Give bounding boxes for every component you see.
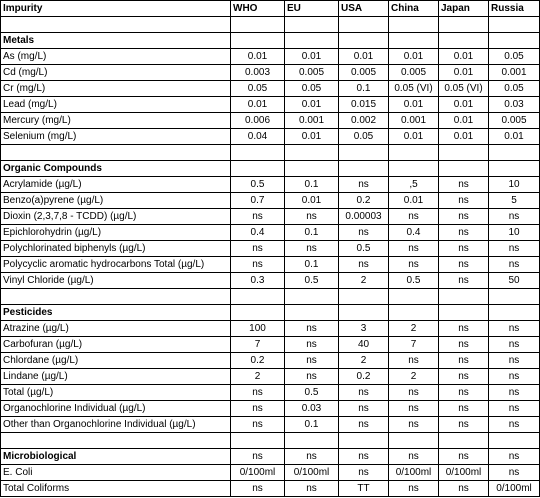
- value-cell-russia: ns: [489, 401, 540, 417]
- empty-cell: [439, 161, 489, 177]
- empty-cell: [285, 161, 339, 177]
- value-cell-usa: ns: [339, 257, 389, 273]
- empty-cell: [1, 433, 231, 449]
- value-cell-usa: 0.00003: [339, 209, 389, 225]
- table-row: [1, 113, 540, 129]
- value-cell-eu: ns: [285, 241, 339, 257]
- value-cell-who: ns: [231, 241, 285, 257]
- value-cell-who: ns: [231, 417, 285, 433]
- section-title: Pesticides: [1, 305, 231, 321]
- value-cell-usa: 0.015: [339, 97, 389, 113]
- value-cell-eu: ns: [285, 353, 339, 369]
- table-row: [1, 337, 540, 353]
- empty-cell: [339, 433, 389, 449]
- value-cell-china: 0.005: [389, 65, 439, 81]
- header-eu: EU: [285, 1, 339, 17]
- value-cell-eu: 0.01: [285, 97, 339, 113]
- value-cell-usa: ns: [339, 385, 389, 401]
- value-cell-usa: 0.05: [339, 129, 389, 145]
- value-cell-who: ns: [231, 481, 285, 497]
- value-cell-japan: ns: [439, 273, 489, 289]
- value-cell-japan: ns: [439, 193, 489, 209]
- value-cell-japan: ns: [439, 257, 489, 273]
- value-cell-usa: ns: [339, 225, 389, 241]
- value-cell-japan: 0.01: [439, 113, 489, 129]
- value-cell-japan: ns: [439, 225, 489, 241]
- value-cell-usa: 0.1: [339, 81, 389, 97]
- value-cell-japan: 0.01: [439, 129, 489, 145]
- value-cell-japan: ns: [439, 369, 489, 385]
- spacer-row: [1, 145, 540, 161]
- value-cell-russia: ns: [489, 369, 540, 385]
- value-cell-eu: ns: [285, 369, 339, 385]
- impurity-name: Epichlorohydrin (µg/L): [1, 225, 231, 241]
- value-cell-who: ns: [231, 209, 285, 225]
- value-cell-usa: ns: [339, 177, 389, 193]
- value-cell-who: 0.006: [231, 113, 285, 129]
- value-cell-russia: 0.01: [489, 129, 540, 145]
- empty-cell: [389, 145, 439, 161]
- value-cell-russia: 0.001: [489, 65, 540, 81]
- table-row: [1, 417, 540, 433]
- empty-cell: [439, 145, 489, 161]
- section-header-row: [1, 305, 540, 321]
- table-row: [1, 49, 540, 65]
- value-cell-japan: ns: [439, 337, 489, 353]
- value-cell-china: 0.01: [389, 49, 439, 65]
- value-cell-russia: 0.005: [489, 113, 540, 129]
- value-cell-who: 0.2: [231, 353, 285, 369]
- value-cell-who: ns: [231, 257, 285, 273]
- value-cell-china: 0.001: [389, 113, 439, 129]
- value-cell-japan: 0.01: [439, 97, 489, 113]
- empty-cell: [489, 161, 540, 177]
- header-who: WHO: [231, 1, 285, 17]
- value-cell-eu: 0.01: [285, 193, 339, 209]
- value-cell-russia: 0.03: [489, 97, 540, 113]
- table-row: [1, 321, 540, 337]
- value-cell-russia: ns: [489, 417, 540, 433]
- impurity-name: Total (µg/L): [1, 385, 231, 401]
- value-cell-china: 2: [389, 321, 439, 337]
- value-cell-usa: ns: [339, 465, 389, 481]
- value-cell-russia: 10: [489, 177, 540, 193]
- value-cell-eu: 0.5: [285, 385, 339, 401]
- value-cell-who: 0.01: [231, 97, 285, 113]
- value-cell-eu: ns: [285, 481, 339, 497]
- impurity-name: Cr (mg/L): [1, 81, 231, 97]
- value-cell-russia: ns: [489, 241, 540, 257]
- empty-cell: [489, 289, 540, 305]
- value-cell-japan: ns: [439, 401, 489, 417]
- value-cell-russia: ns: [489, 465, 540, 481]
- value-cell-japan: ns: [439, 321, 489, 337]
- table-body: [1, 1, 540, 497]
- impurity-name: Atrazine (µg/L): [1, 321, 231, 337]
- table-row: [1, 209, 540, 225]
- impurity-name: Dioxin (2,3,7,8 - TCDD) (µg/L): [1, 209, 231, 225]
- value-cell-usa: 0.5: [339, 241, 389, 257]
- empty-cell: [285, 305, 339, 321]
- value-cell-china: 0/100ml: [389, 465, 439, 481]
- value-cell-japan: ns: [439, 417, 489, 433]
- value-cell-japan: 0.05 (VI): [439, 81, 489, 97]
- value-cell-china: ns: [389, 353, 439, 369]
- value-cell-eu: 0/100ml: [285, 465, 339, 481]
- header-row: [1, 1, 540, 17]
- table-row: [1, 465, 540, 481]
- table-row: [1, 481, 540, 497]
- empty-cell: [489, 433, 540, 449]
- value-cell-who: 0.7: [231, 193, 285, 209]
- table-row: [1, 225, 540, 241]
- empty-cell: [339, 145, 389, 161]
- impurity-name: Acrylamide (µg/L): [1, 177, 231, 193]
- value-cell-who: 0.05: [231, 81, 285, 97]
- value-cell-china: 0.01: [389, 193, 439, 209]
- section-title: Organic Compounds: [1, 161, 231, 177]
- value-cell-who: 0.01: [231, 49, 285, 65]
- empty-cell: [489, 305, 540, 321]
- value-cell-usa: 2: [339, 353, 389, 369]
- value-cell-who: 100: [231, 321, 285, 337]
- impurity-name: Lindane (µg/L): [1, 369, 231, 385]
- value-cell-who: 0.5: [231, 177, 285, 193]
- value-cell-japan: ns: [439, 449, 489, 465]
- header-impurity: Impurity: [1, 1, 231, 17]
- header-japan: Japan: [439, 1, 489, 17]
- value-cell-japan: 0.01: [439, 49, 489, 65]
- table-row: [1, 129, 540, 145]
- impurity-name: Vinyl Chloride (µg/L): [1, 273, 231, 289]
- table-row: [1, 177, 540, 193]
- empty-cell: [439, 433, 489, 449]
- empty-cell: [389, 289, 439, 305]
- table-row: [1, 81, 540, 97]
- section-title: Metals: [1, 33, 231, 49]
- value-cell-usa: 0.2: [339, 369, 389, 385]
- table-row: [1, 401, 540, 417]
- table-row: [1, 257, 540, 273]
- value-cell-china: ns: [389, 417, 439, 433]
- empty-cell: [1, 17, 231, 33]
- spacer-row: [1, 289, 540, 305]
- empty-cell: [439, 289, 489, 305]
- value-cell-russia: 5: [489, 193, 540, 209]
- value-cell-usa: ns: [339, 417, 389, 433]
- empty-cell: [389, 305, 439, 321]
- value-cell-china: 0.05 (VI): [389, 81, 439, 97]
- value-cell-eu: ns: [285, 449, 339, 465]
- value-cell-eu: 0.1: [285, 257, 339, 273]
- value-cell-russia: 10: [489, 225, 540, 241]
- value-cell-russia: ns: [489, 209, 540, 225]
- value-cell-who: 0/100ml: [231, 465, 285, 481]
- value-cell-who: 0.3: [231, 273, 285, 289]
- impurity-name: As (mg/L): [1, 49, 231, 65]
- value-cell-eu: 0.001: [285, 113, 339, 129]
- impurity-name: Polychlorinated biphenyls (µg/L): [1, 241, 231, 257]
- value-cell-usa: 3: [339, 321, 389, 337]
- section-header-row: [1, 449, 540, 465]
- value-cell-china: ns: [389, 257, 439, 273]
- value-cell-china: ,5: [389, 177, 439, 193]
- empty-cell: [339, 17, 389, 33]
- value-cell-china: 0.4: [389, 225, 439, 241]
- value-cell-eu: 0.1: [285, 225, 339, 241]
- empty-cell: [389, 161, 439, 177]
- value-cell-eu: 0.01: [285, 49, 339, 65]
- value-cell-who: 7: [231, 337, 285, 353]
- value-cell-japan: ns: [439, 481, 489, 497]
- value-cell-china: 2: [389, 369, 439, 385]
- value-cell-russia: ns: [489, 449, 540, 465]
- empty-cell: [285, 33, 339, 49]
- empty-cell: [285, 289, 339, 305]
- header-russia: Russia: [489, 1, 540, 17]
- empty-cell: [489, 145, 540, 161]
- empty-cell: [339, 161, 389, 177]
- empty-cell: [285, 433, 339, 449]
- value-cell-who: 0.4: [231, 225, 285, 241]
- value-cell-russia: 50: [489, 273, 540, 289]
- section-header-row: [1, 33, 540, 49]
- value-cell-japan: 0/100ml: [439, 465, 489, 481]
- impurity-name: Polycyclic aromatic hydrocarbons Total (µg/L): [1, 257, 231, 273]
- table-row: [1, 273, 540, 289]
- value-cell-russia: 0.05: [489, 49, 540, 65]
- value-cell-china: ns: [389, 209, 439, 225]
- empty-cell: [1, 145, 231, 161]
- impurity-name: Mercury (mg/L): [1, 113, 231, 129]
- impurity-name: Other than Organochlorine Individual (µg/L): [1, 417, 231, 433]
- value-cell-eu: ns: [285, 337, 339, 353]
- table-row: [1, 97, 540, 113]
- empty-cell: [439, 33, 489, 49]
- header-china: China: [389, 1, 439, 17]
- spacer-row: [1, 17, 540, 33]
- impurity-name: Cd (mg/L): [1, 65, 231, 81]
- value-cell-usa: 40: [339, 337, 389, 353]
- value-cell-who: 2: [231, 369, 285, 385]
- value-cell-russia: ns: [489, 353, 540, 369]
- table-row: [1, 385, 540, 401]
- value-cell-china: ns: [389, 401, 439, 417]
- section-header-row: [1, 161, 540, 177]
- empty-cell: [389, 433, 439, 449]
- value-cell-china: 0.01: [389, 129, 439, 145]
- value-cell-japan: ns: [439, 353, 489, 369]
- value-cell-usa: 0.01: [339, 49, 389, 65]
- value-cell-usa: 2: [339, 273, 389, 289]
- value-cell-china: 0.01: [389, 97, 439, 113]
- value-cell-eu: ns: [285, 209, 339, 225]
- value-cell-eu: 0.5: [285, 273, 339, 289]
- impurity-name: Chlordane (µg/L): [1, 353, 231, 369]
- empty-cell: [439, 17, 489, 33]
- value-cell-china: 0.5: [389, 273, 439, 289]
- value-cell-usa: 0.005: [339, 65, 389, 81]
- value-cell-eu: 0.1: [285, 417, 339, 433]
- value-cell-who: ns: [231, 401, 285, 417]
- empty-cell: [389, 17, 439, 33]
- table-row: [1, 65, 540, 81]
- value-cell-eu: 0.005: [285, 65, 339, 81]
- impurity-name: E. Coli: [1, 465, 231, 481]
- value-cell-china: 7: [389, 337, 439, 353]
- table-row: [1, 193, 540, 209]
- value-cell-usa: 0.002: [339, 113, 389, 129]
- value-cell-usa: ns: [339, 449, 389, 465]
- value-cell-usa: 0.2: [339, 193, 389, 209]
- value-cell-japan: 0.01: [439, 65, 489, 81]
- section-title: Microbiological: [1, 449, 231, 465]
- value-cell-who: ns: [231, 449, 285, 465]
- value-cell-china: ns: [389, 449, 439, 465]
- empty-cell: [231, 33, 285, 49]
- impurity-name: Selenium (mg/L): [1, 129, 231, 145]
- impurity-name: Carbofuran (µg/L): [1, 337, 231, 353]
- table-row: [1, 353, 540, 369]
- value-cell-who: 0.003: [231, 65, 285, 81]
- value-cell-china: ns: [389, 241, 439, 257]
- value-cell-russia: ns: [489, 337, 540, 353]
- value-cell-china: ns: [389, 481, 439, 497]
- impurity-name: Benzo(a)pyrene (µg/L): [1, 193, 231, 209]
- header-usa: USA: [339, 1, 389, 17]
- value-cell-russia: ns: [489, 385, 540, 401]
- value-cell-eu: ns: [285, 321, 339, 337]
- impurity-name: Organochlorine Individual (µg/L): [1, 401, 231, 417]
- value-cell-eu: 0.03: [285, 401, 339, 417]
- value-cell-japan: ns: [439, 177, 489, 193]
- empty-cell: [231, 433, 285, 449]
- empty-cell: [285, 17, 339, 33]
- value-cell-usa: ns: [339, 401, 389, 417]
- empty-cell: [339, 305, 389, 321]
- table-row: [1, 369, 540, 385]
- value-cell-eu: 0.05: [285, 81, 339, 97]
- empty-cell: [231, 305, 285, 321]
- empty-cell: [489, 17, 540, 33]
- empty-cell: [285, 145, 339, 161]
- impurity-name: Lead (mg/L): [1, 97, 231, 113]
- empty-cell: [339, 33, 389, 49]
- value-cell-eu: 0.01: [285, 129, 339, 145]
- value-cell-russia: 0.05: [489, 81, 540, 97]
- value-cell-japan: ns: [439, 209, 489, 225]
- empty-cell: [1, 289, 231, 305]
- value-cell-japan: ns: [439, 241, 489, 257]
- impurity-name: Total Coliforms: [1, 481, 231, 497]
- empty-cell: [231, 161, 285, 177]
- empty-cell: [439, 305, 489, 321]
- empty-cell: [231, 289, 285, 305]
- value-cell-russia: ns: [489, 257, 540, 273]
- empty-cell: [231, 17, 285, 33]
- empty-cell: [231, 145, 285, 161]
- value-cell-russia: 0/100ml: [489, 481, 540, 497]
- empty-cell: [389, 33, 439, 49]
- value-cell-japan: ns: [439, 385, 489, 401]
- value-cell-china: ns: [389, 385, 439, 401]
- table-row: [1, 241, 540, 257]
- value-cell-eu: 0.1: [285, 177, 339, 193]
- value-cell-usa: TT: [339, 481, 389, 497]
- value-cell-russia: ns: [489, 321, 540, 337]
- value-cell-who: ns: [231, 385, 285, 401]
- spacer-row: [1, 433, 540, 449]
- value-cell-who: 0.04: [231, 129, 285, 145]
- empty-cell: [489, 33, 540, 49]
- empty-cell: [339, 289, 389, 305]
